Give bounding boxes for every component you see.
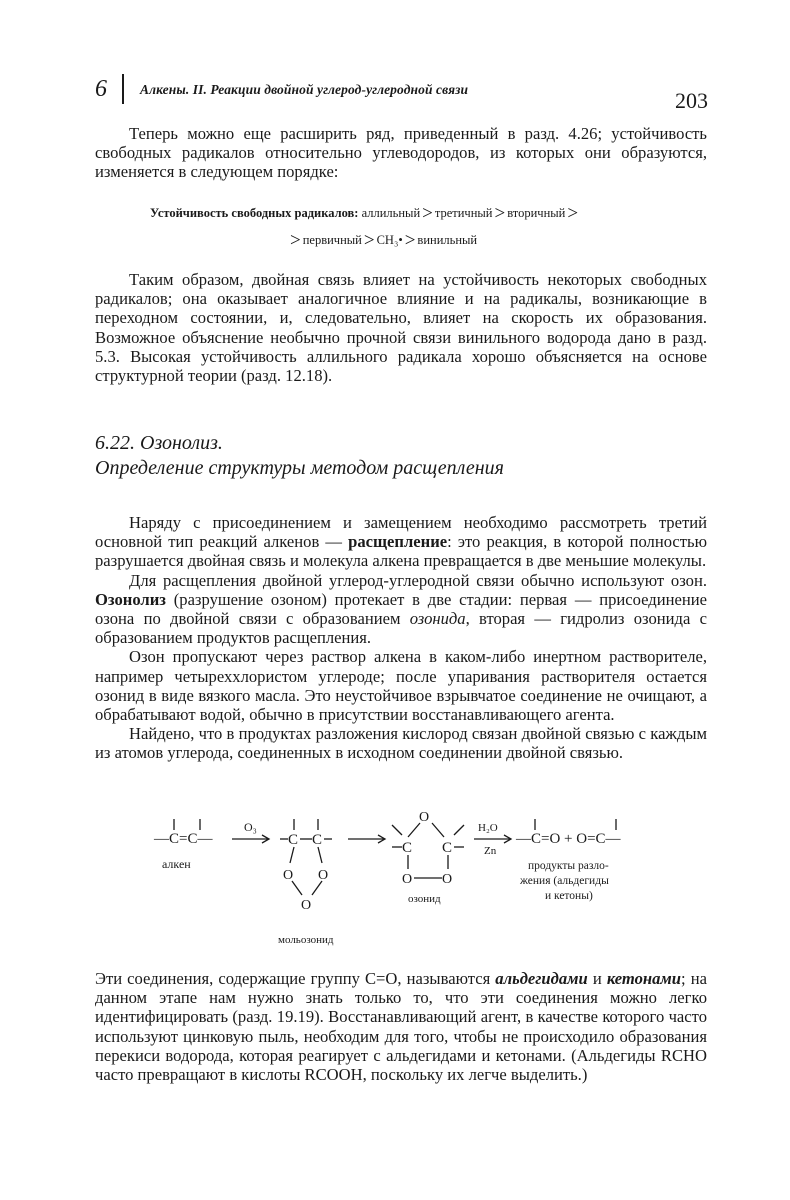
atom-o: O [318, 868, 329, 883]
bond [292, 881, 302, 895]
intro-text: Теперь можно еще расширить ряд, приведенный в разд. 4.26; устойчивость свободных радикалов относительно углеводородов, из которых они образуются, изменяется в следующем порядке: [95, 124, 707, 182]
p4-before: Для расщепления двойной углерод-углеродной связи обычно используют озон. [129, 570, 707, 590]
bond [290, 847, 294, 863]
stability-series-line-1 [150, 203, 580, 225]
bond [392, 825, 402, 835]
p4-middle: (разрушение озоном) протекает в две стадии: первая — присоединение озона по двойной связи с образованием [95, 589, 707, 629]
gt-sign: > [422, 203, 433, 224]
p3-before: Наряду с присоединением и замещением необходимо рассмотреть третий основной тип реакций алкенов — [95, 513, 707, 552]
term-aldehydes: альдегидами [495, 969, 588, 988]
atom-o: O [442, 872, 453, 887]
term-cleavage: расщепление [348, 532, 448, 552]
paragraph-7-text [95, 969, 707, 1084]
atom-o: O [283, 868, 294, 883]
atom-c: C [288, 832, 299, 848]
term-ketones: кетонами [606, 969, 682, 988]
term-ozonide: озонида [409, 609, 466, 629]
bond [312, 881, 322, 895]
gt-sign: > [404, 230, 416, 251]
series-item: вторичный [507, 206, 566, 220]
alkene-structure [153, 819, 213, 871]
p7-before: Эти соединения, содержащие группу C=O, называются [95, 969, 496, 988]
arrow-rearrangement [348, 835, 385, 843]
gt-sign: > [363, 230, 375, 251]
reagent-h2o: H₂O [478, 822, 498, 834]
molozonide-label: мольозонид [278, 934, 334, 946]
chapter-number: 6 [95, 76, 107, 102]
series-item: третичный [434, 206, 493, 220]
bond [408, 823, 420, 837]
ozonide-label: озонид [408, 893, 441, 905]
products-formula: —C=O + O=C— [516, 831, 621, 847]
term-ozonolysis: Озонолиз [95, 589, 166, 609]
page-number: 203 [675, 88, 708, 113]
series-item: винильный [417, 233, 478, 247]
paragraph-2-text: Таким образом, двойная связь влияет на устойчивость некоторых свободных радикалов; она оказывает аналогичное влияние и на радикалы, возникающие в переходном состоянии, и, следовательно, влияет на скорость их образования. Возможное объяснение необычно прочной связи винильного водорода дано в разд. 5.3. Высокая устойчивость аллильного радикала хорошо объясняется на основе структурной теории (разд. 12.18). [95, 270, 707, 386]
alkene-formula: —C=C— [154, 831, 213, 847]
arrow-hydrolysis [474, 822, 511, 857]
paragraph-5: Озон пропускают через раствор алкена в каком-либо инертном растворителе, например четыреххлористом углероде; после упаривания растворителя остается озонид в виде вязкого масла. Это неустойчивое взрывчатое соединение не очищают, а обрабатывают водой, обычно в присутствии восстанавливающего агента. [95, 647, 707, 725]
paragraph-3 [95, 513, 707, 571]
products-label-3: и кетоны) [545, 890, 593, 902]
gt-sign: > [494, 203, 506, 224]
paragraph-7 [95, 969, 707, 1084]
stability-series-line-2 [288, 230, 477, 252]
header-divider [122, 74, 124, 104]
bond [432, 823, 444, 837]
p4-after: , вторая — гидролиз озонида с образованием продуктов расщепления. [95, 609, 707, 648]
paragraph-2 [95, 270, 707, 385]
reagent-o3: O₃ [244, 820, 257, 834]
atom-o: O [419, 810, 430, 825]
series-item: CH₃• [376, 233, 403, 247]
section-title-line-2: Определение структуры методом расщепления [95, 457, 504, 479]
atom-c: C [442, 840, 453, 856]
products-label-2: жения (альдегиды [520, 875, 609, 887]
bond [318, 847, 322, 863]
arrow-ozone [232, 820, 269, 843]
paragraph-4 [95, 571, 707, 648]
series-item: аллильный [361, 206, 421, 220]
p7-mid: и [587, 969, 607, 988]
gt-sign: > [290, 230, 301, 251]
alkene-label: алкен [162, 857, 191, 871]
molozonide-structure [278, 819, 334, 946]
reagent-zn: Zn [484, 845, 497, 857]
running-title: Алкены. II. Реакции двойной углерод-углеродной связи [140, 82, 469, 97]
body-paragraphs [95, 513, 707, 763]
p3-after: : это реакция, в которой полностью разрушается двойная связь и молекула алкена превращается в две меньшие молекулы. [95, 532, 708, 571]
atom-o: O [301, 898, 312, 913]
atom-c: C [402, 840, 413, 856]
products-structure [515, 819, 622, 902]
gt-sign: > [567, 203, 579, 224]
series-item: первичный [302, 233, 362, 247]
paragraph-6: Найдено, что в продуктах разложения кислород связан двойной связью с каждым из атомов углерода, соединенных в исходном соединении двойной связью. [95, 724, 707, 763]
atom-c: C [312, 832, 323, 848]
bond [454, 825, 464, 835]
ozonolysis-reaction-diagram [140, 805, 660, 955]
section-title-line-1: 6.22. Озонолиз. [95, 432, 223, 454]
ozonide-structure [392, 810, 464, 905]
atom-o: O [402, 872, 413, 887]
p7-after: ; на данном этапе нам нужно знать только то, что эти соединения можно легко идентифицировать (разд. 19.19). Восстанавливающий агент, в качестве которого часто используют цинковую пыль, необходим для того, чтобы не происходило образования перекиси водорода, которая реагирует с альдегидами и кетонами. (Альдегиды RCHO часто превращают в кислоты RCOOH, поскольку их легче выделить.) [95, 969, 707, 1085]
intro-paragraph [95, 124, 707, 182]
products-label-1: продукты разло- [528, 860, 609, 872]
stability-label: Устойчивость свободных радикалов: [150, 206, 359, 220]
